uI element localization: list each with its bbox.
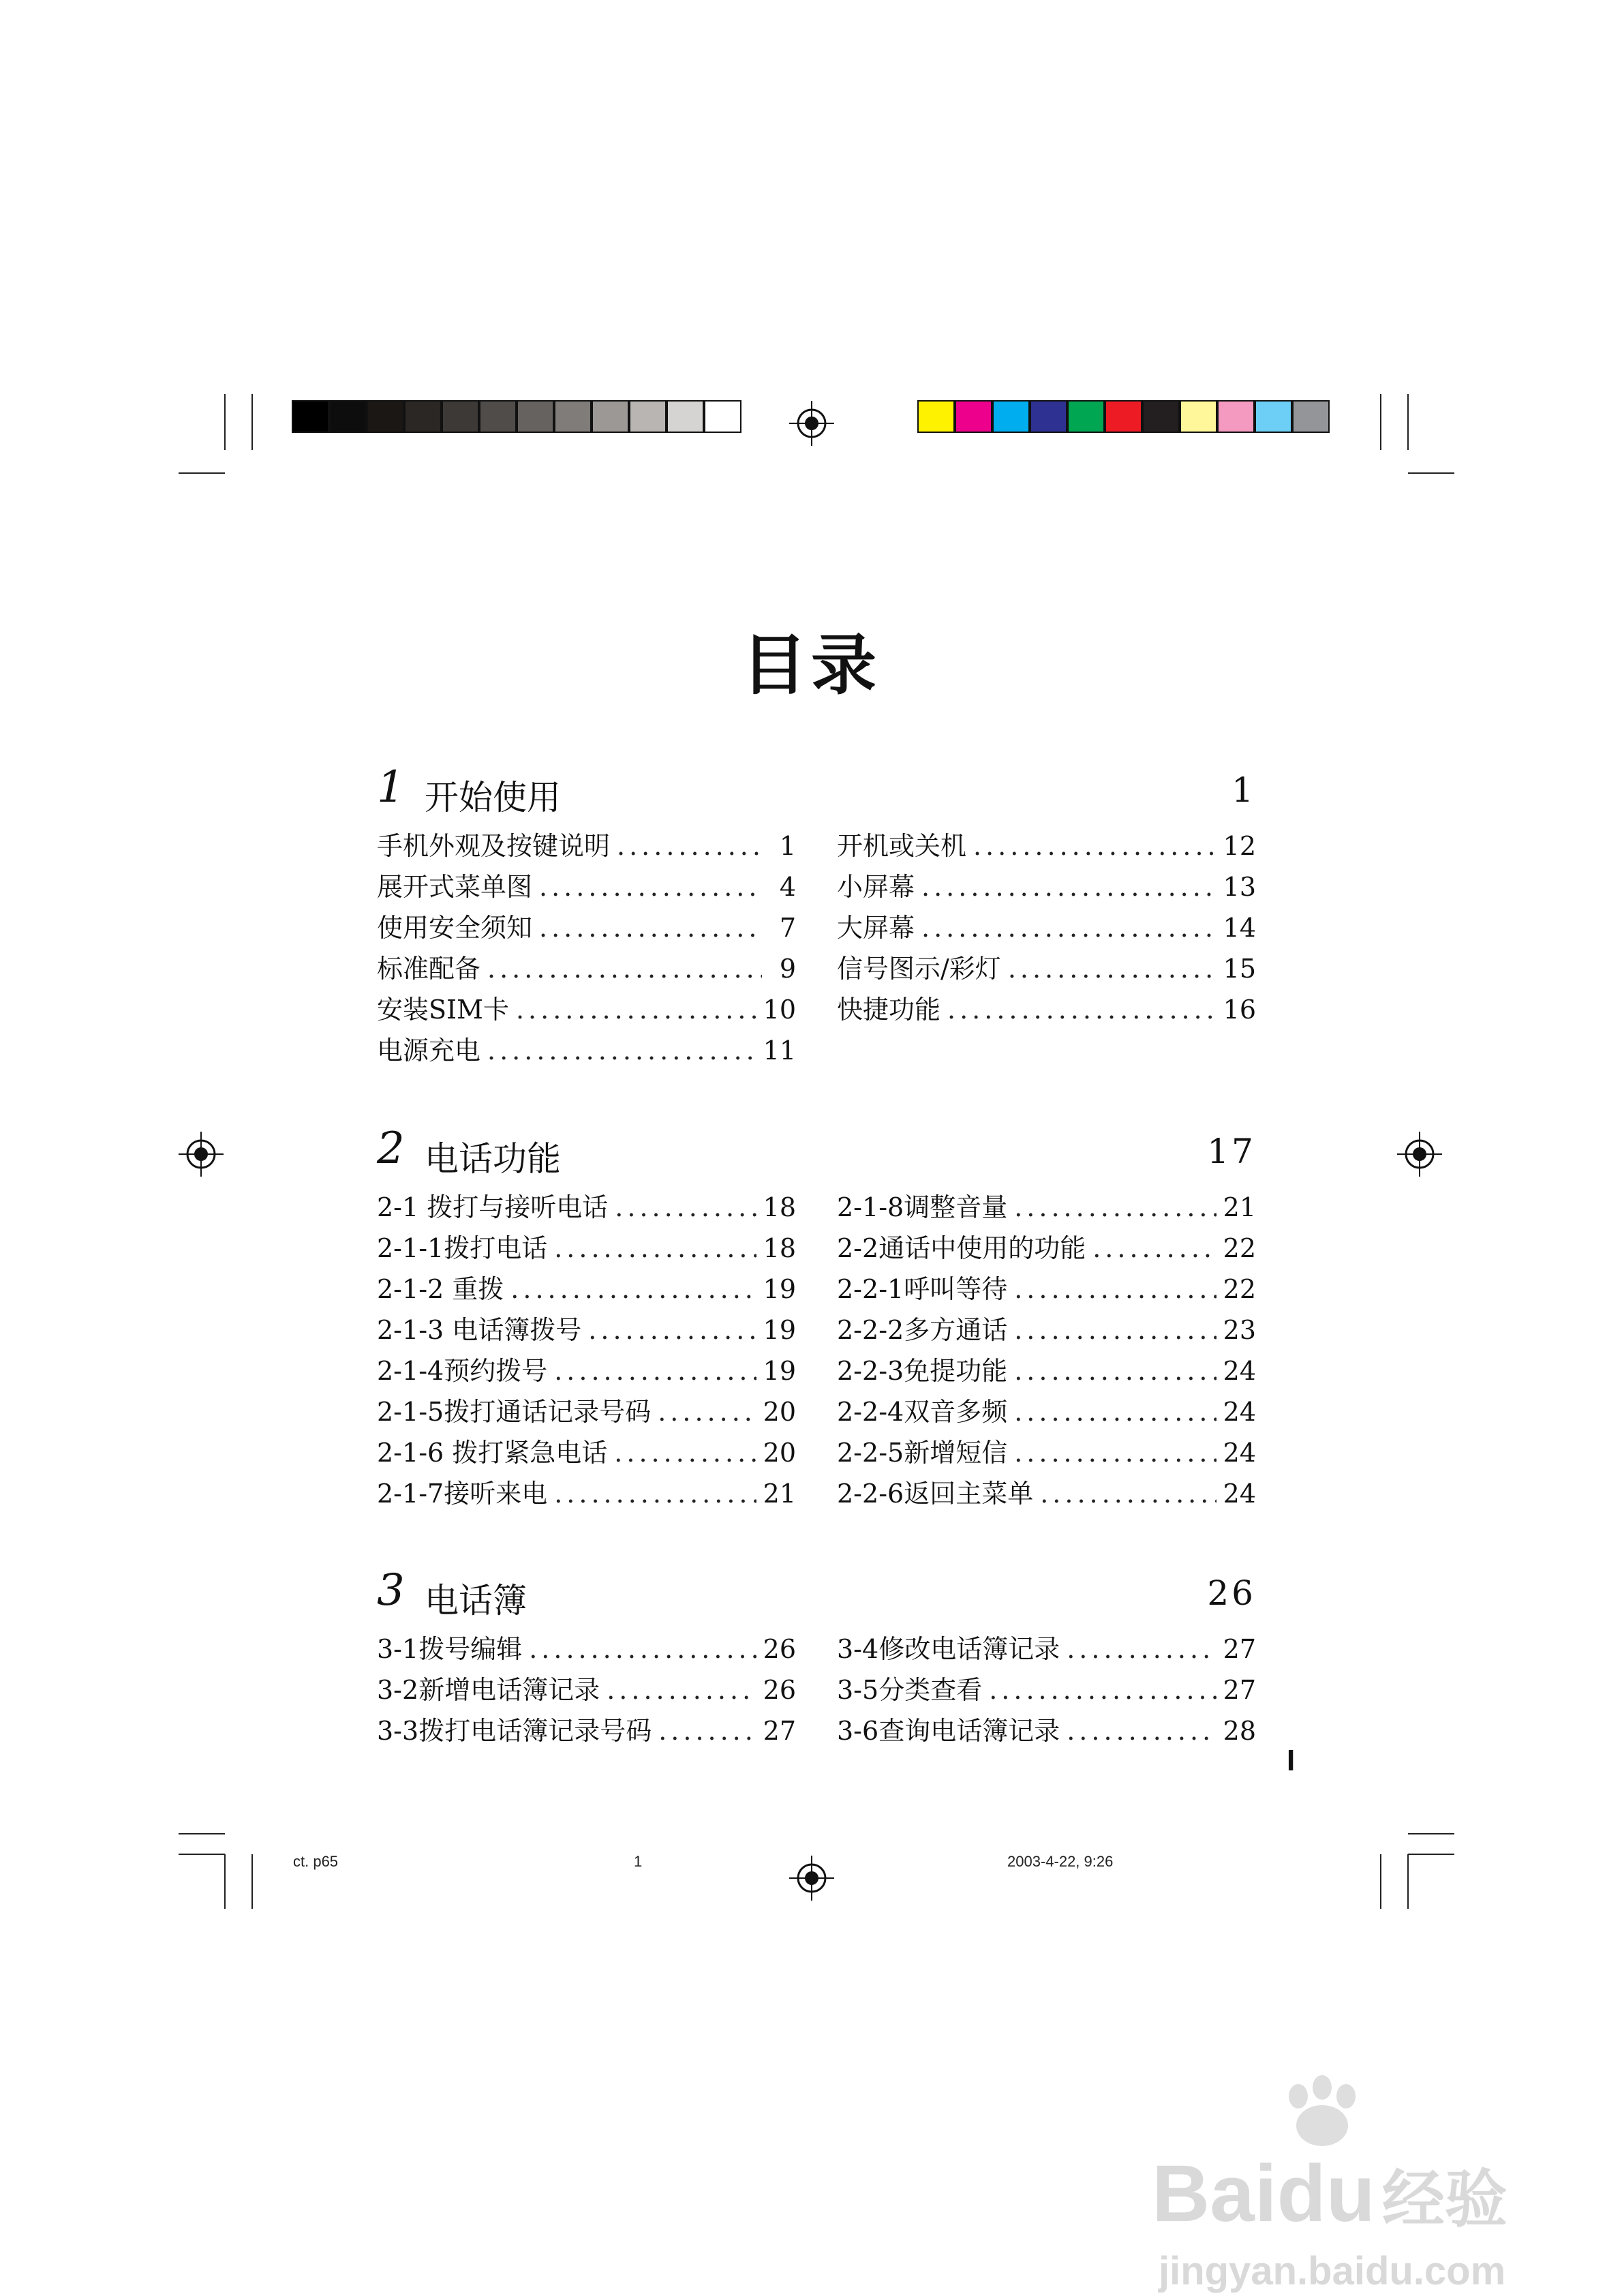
- section-title: 开始使用: [425, 778, 561, 817]
- page-number-roman: I: [1287, 1744, 1296, 1777]
- toc-leader-dots: [554, 1479, 756, 1509]
- toc-entry-title: 3-6查询电话簿记录: [837, 1716, 1060, 1746]
- toc-entry-title: 2-2-3免提功能: [837, 1356, 1008, 1386]
- footer-page: 1: [634, 1853, 643, 1870]
- color-swatch: [667, 400, 704, 433]
- toc-entry-title: 2-2通话中使用的功能: [837, 1233, 1086, 1263]
- toc-entry-title: 2-1-2 重拨: [377, 1274, 504, 1304]
- toc-column-right: [837, 825, 1256, 1029]
- toc-entry[interactable]: [377, 948, 796, 988]
- toc-entry-title: 大屏幕: [837, 913, 915, 943]
- toc-entry[interactable]: [837, 1391, 1256, 1432]
- registration-mark-top: [789, 401, 834, 446]
- toc-entry-page: 21: [1223, 1192, 1256, 1222]
- toc-leader-dots: [1040, 1479, 1216, 1509]
- toc-leader-dots: [658, 1716, 756, 1746]
- toc-entry-title: 手机外观及按键说明: [377, 831, 611, 861]
- color-swatch: [1067, 400, 1105, 433]
- toc-entry-page: 27: [763, 1716, 796, 1746]
- toc-entry-title: 2-1 拨打与接听电话: [377, 1192, 609, 1222]
- toc-column-right: [837, 1186, 1256, 1513]
- toc-entry-page: 24: [1223, 1438, 1256, 1468]
- toc-leader-dots: [921, 872, 1216, 902]
- toc-entry-page: 12: [1223, 831, 1256, 861]
- toc-entry[interactable]: [377, 907, 796, 948]
- toc-entry[interactable]: [837, 988, 1256, 1029]
- registration-mark-bottom: [789, 1856, 834, 1901]
- footer-date: 2003-4-22, 9:26: [1007, 1853, 1114, 1870]
- toc-entry[interactable]: [377, 1391, 796, 1432]
- watermark-brand: Bai: [1152, 2149, 1277, 2239]
- toc-leader-dots: [947, 995, 1216, 1025]
- toc-entry-page: 11: [763, 1036, 796, 1066]
- toc-leader-dots: [973, 831, 1216, 861]
- toc-entry-page: 9: [779, 954, 796, 984]
- toc-leader-dots: [588, 1315, 756, 1345]
- toc-entry[interactable]: [377, 1628, 796, 1669]
- page-title: 目录: [741, 626, 881, 704]
- toc-entry-title: 2-2-6返回主菜单: [837, 1479, 1034, 1509]
- footer-filename: ct. p65: [293, 1853, 339, 1870]
- color-swatch: [1142, 400, 1180, 433]
- toc-leader-dots: [1008, 954, 1216, 984]
- color-swatch: [554, 400, 592, 433]
- toc-entry-title: 2-1-3 电话簿拨号: [377, 1315, 582, 1345]
- color-swatch: [917, 400, 955, 433]
- color-swatch: [1105, 400, 1142, 433]
- toc-entry[interactable]: [837, 1472, 1256, 1513]
- toc-entry[interactable]: [837, 948, 1256, 988]
- toc-entry[interactable]: [837, 1227, 1256, 1268]
- section-number: 1: [377, 762, 405, 813]
- toc-leader-dots: [487, 954, 762, 984]
- toc-leader-dots: [516, 995, 756, 1025]
- toc-entry-page: 24: [1223, 1397, 1256, 1427]
- toc-leader-dots: [1014, 1438, 1216, 1468]
- toc-entry[interactable]: [377, 1309, 796, 1350]
- toc-entry-title: 3-4修改电话簿记录: [837, 1634, 1060, 1664]
- color-swatch: [1292, 400, 1330, 433]
- toc-leader-dots: [921, 913, 1216, 943]
- toc-leader-dots: [607, 1675, 756, 1705]
- section-title: 电话簿: [425, 1581, 527, 1620]
- toc-entry-title: 小屏幕: [837, 872, 915, 902]
- toc-entry[interactable]: [377, 1029, 796, 1070]
- toc-entry[interactable]: [837, 1432, 1256, 1472]
- color-swatch: [592, 400, 629, 433]
- toc-entry-page: 1: [779, 831, 796, 861]
- section-page: 1: [1231, 770, 1256, 810]
- toc-entry[interactable]: [837, 907, 1256, 948]
- toc-leader-dots: [539, 913, 762, 943]
- toc-leader-dots: [614, 1438, 756, 1468]
- toc-entry-title: 展开式菜单图: [377, 872, 533, 902]
- toc-entry-page: 22: [1223, 1274, 1256, 1304]
- toc-entry-title: 2-2-2多方通话: [837, 1315, 1008, 1345]
- color-swatch: [1030, 400, 1067, 433]
- color-swatch: [1255, 400, 1292, 433]
- color-swatch: [629, 400, 667, 433]
- toc-entry-page: 20: [763, 1438, 796, 1468]
- section-title: 电话功能: [425, 1139, 561, 1179]
- toc-entry[interactable]: [837, 1350, 1256, 1391]
- toc-entry[interactable]: [837, 866, 1256, 907]
- toc-entry-title: 快捷功能: [837, 995, 941, 1025]
- toc-leader-dots: [658, 1397, 756, 1427]
- color-swatch: [517, 400, 554, 433]
- toc-entry-page: 26: [763, 1675, 796, 1705]
- toc-entry-title: 3-5分类查看: [837, 1675, 983, 1705]
- toc-entry-title: 开机或关机: [837, 831, 967, 861]
- toc-entry[interactable]: [377, 866, 796, 907]
- toc-entry-page: 18: [763, 1233, 796, 1263]
- section-heading: [377, 762, 1256, 817]
- toc-leader-dots: [539, 872, 762, 902]
- toc-entry-page: 19: [763, 1356, 796, 1386]
- toc-entry[interactable]: [377, 825, 796, 866]
- toc-entry-page: 7: [779, 913, 796, 943]
- toc-entry[interactable]: [377, 1268, 796, 1309]
- toc-leader-dots: [510, 1274, 756, 1304]
- toc-entry-title: 3-2新增电话簿记录: [377, 1675, 600, 1705]
- color-swatch: [1217, 400, 1255, 433]
- toc-entry[interactable]: [837, 1186, 1256, 1227]
- color-swatch: [329, 400, 367, 433]
- watermark-url: jingyan.baidu.com: [1159, 2249, 1506, 2293]
- paw-logo-icon: [1271, 2072, 1373, 2154]
- toc-column-left: [377, 1186, 796, 1513]
- toc-entry[interactable]: [377, 1186, 796, 1227]
- watermark-cn: 经验: [1381, 2165, 1508, 2235]
- toc-entry-title: 2-1-5拨打通话记录号码: [377, 1397, 652, 1427]
- toc-entry-page: 14: [1223, 913, 1256, 943]
- toc-entry-page: 19: [763, 1315, 796, 1345]
- toc-entry-page: 18: [763, 1192, 796, 1222]
- toc-entry-title: 信号图示/彩灯: [837, 954, 1001, 984]
- section-heading: [377, 1123, 1256, 1178]
- color-swatch: [1180, 400, 1217, 433]
- color-swatch: [479, 400, 517, 433]
- toc-entry[interactable]: [837, 825, 1256, 866]
- toc-entry-title: 电源充电: [377, 1036, 481, 1066]
- color-swatch: [992, 400, 1030, 433]
- toc-entry-page: 24: [1223, 1479, 1256, 1509]
- process-color-bar: [917, 400, 1330, 436]
- section-heading: [377, 1565, 1256, 1620]
- toc-entry-title: 2-2-4双音多频: [837, 1397, 1008, 1427]
- toc-entry[interactable]: [837, 1309, 1256, 1350]
- toc-entry-title: 2-2-1呼叫等待: [837, 1274, 1008, 1304]
- toc-entry[interactable]: [377, 1227, 796, 1268]
- toc-entry-title: 3-3拨打电话簿记录号码: [377, 1716, 652, 1746]
- toc-entry[interactable]: [837, 1628, 1256, 1669]
- toc-entry-page: 10: [763, 995, 796, 1025]
- color-swatch: [955, 400, 992, 433]
- toc-entry-page: 4: [779, 872, 796, 902]
- toc-entry-page: 28: [1223, 1716, 1256, 1746]
- toc-leader-dots: [615, 1192, 756, 1222]
- toc-entry-page: 24: [1223, 1356, 1256, 1386]
- toc-entry-page: 15: [1223, 954, 1256, 984]
- toc-entry[interactable]: [377, 1432, 796, 1472]
- section-page: 26: [1207, 1573, 1256, 1613]
- toc-column-left: [377, 825, 796, 1070]
- toc-entry-title: 安装SIM卡: [377, 995, 509, 1025]
- toc-entry-page: 19: [763, 1274, 796, 1304]
- section-page: 17: [1207, 1132, 1256, 1171]
- toc-column-right: [837, 1628, 1256, 1751]
- toc-entry-title: 2-2-5新增短信: [837, 1438, 1008, 1468]
- section-number: 3: [377, 1565, 405, 1616]
- toc-leader-dots: [1014, 1274, 1216, 1304]
- registration-mark-left: [179, 1132, 224, 1177]
- toc-entry-page: 23: [1223, 1315, 1256, 1345]
- toc-column-left: [377, 1628, 796, 1751]
- color-swatch: [404, 400, 442, 433]
- watermark-brand-du: du: [1276, 2149, 1375, 2239]
- toc-entry[interactable]: [837, 1710, 1256, 1751]
- toc-leader-dots: [1067, 1716, 1216, 1746]
- toc-entry-title: 2-1-4预约拨号: [377, 1356, 548, 1386]
- toc-leader-dots: [1014, 1192, 1216, 1222]
- toc-entry[interactable]: [837, 1669, 1256, 1710]
- toc-entry-page: 26: [763, 1634, 796, 1664]
- toc-entry[interactable]: [837, 1268, 1256, 1309]
- toc-entry-title: 2-1-1拨打电话: [377, 1233, 548, 1263]
- color-swatch: [704, 400, 741, 433]
- toc-leader-dots: [1067, 1634, 1216, 1664]
- toc-entry-title: 2-1-6 拨打紧急电话: [377, 1438, 608, 1468]
- toc-leader-dots: [529, 1634, 756, 1664]
- color-swatch: [292, 400, 329, 433]
- toc-entry[interactable]: [377, 1669, 796, 1710]
- toc-entry-page: 13: [1223, 872, 1256, 902]
- toc-leader-dots: [617, 831, 762, 861]
- toc-leader-dots: [1014, 1315, 1216, 1345]
- toc-leader-dots: [1092, 1233, 1216, 1263]
- toc-entry-title: 标准配备: [377, 954, 481, 984]
- toc-entry-title: 3-1拨号编辑: [377, 1634, 523, 1664]
- toc-entry[interactable]: [377, 988, 796, 1029]
- color-swatch: [442, 400, 479, 433]
- toc-entry-title: 2-1-7接听来电: [377, 1479, 548, 1509]
- toc-entry-page: 27: [1223, 1675, 1256, 1705]
- toc-entry[interactable]: [377, 1472, 796, 1513]
- toc-leader-dots: [1014, 1397, 1216, 1427]
- toc-entry[interactable]: [377, 1710, 796, 1751]
- grayscale-color-bar: [292, 400, 741, 436]
- color-swatch: [367, 400, 404, 433]
- toc-leader-dots: [1014, 1356, 1216, 1386]
- toc-entry-page: 22: [1223, 1233, 1256, 1263]
- toc-leader-dots: [554, 1356, 756, 1386]
- toc-entry-page: 16: [1223, 995, 1256, 1025]
- toc-entry-title: 使用安全须知: [377, 913, 533, 943]
- toc-leader-dots: [554, 1233, 756, 1263]
- toc-entry-page: 21: [763, 1479, 796, 1509]
- toc-entry-page: 20: [763, 1397, 796, 1427]
- toc-leader-dots: [487, 1036, 756, 1066]
- toc-entry-page: 27: [1223, 1634, 1256, 1664]
- toc-entry[interactable]: [377, 1350, 796, 1391]
- toc-entry-title: 2-1-8调整音量: [837, 1192, 1008, 1222]
- toc-leader-dots: [989, 1675, 1216, 1705]
- registration-mark-right: [1397, 1132, 1442, 1177]
- section-number: 2: [377, 1123, 405, 1174]
